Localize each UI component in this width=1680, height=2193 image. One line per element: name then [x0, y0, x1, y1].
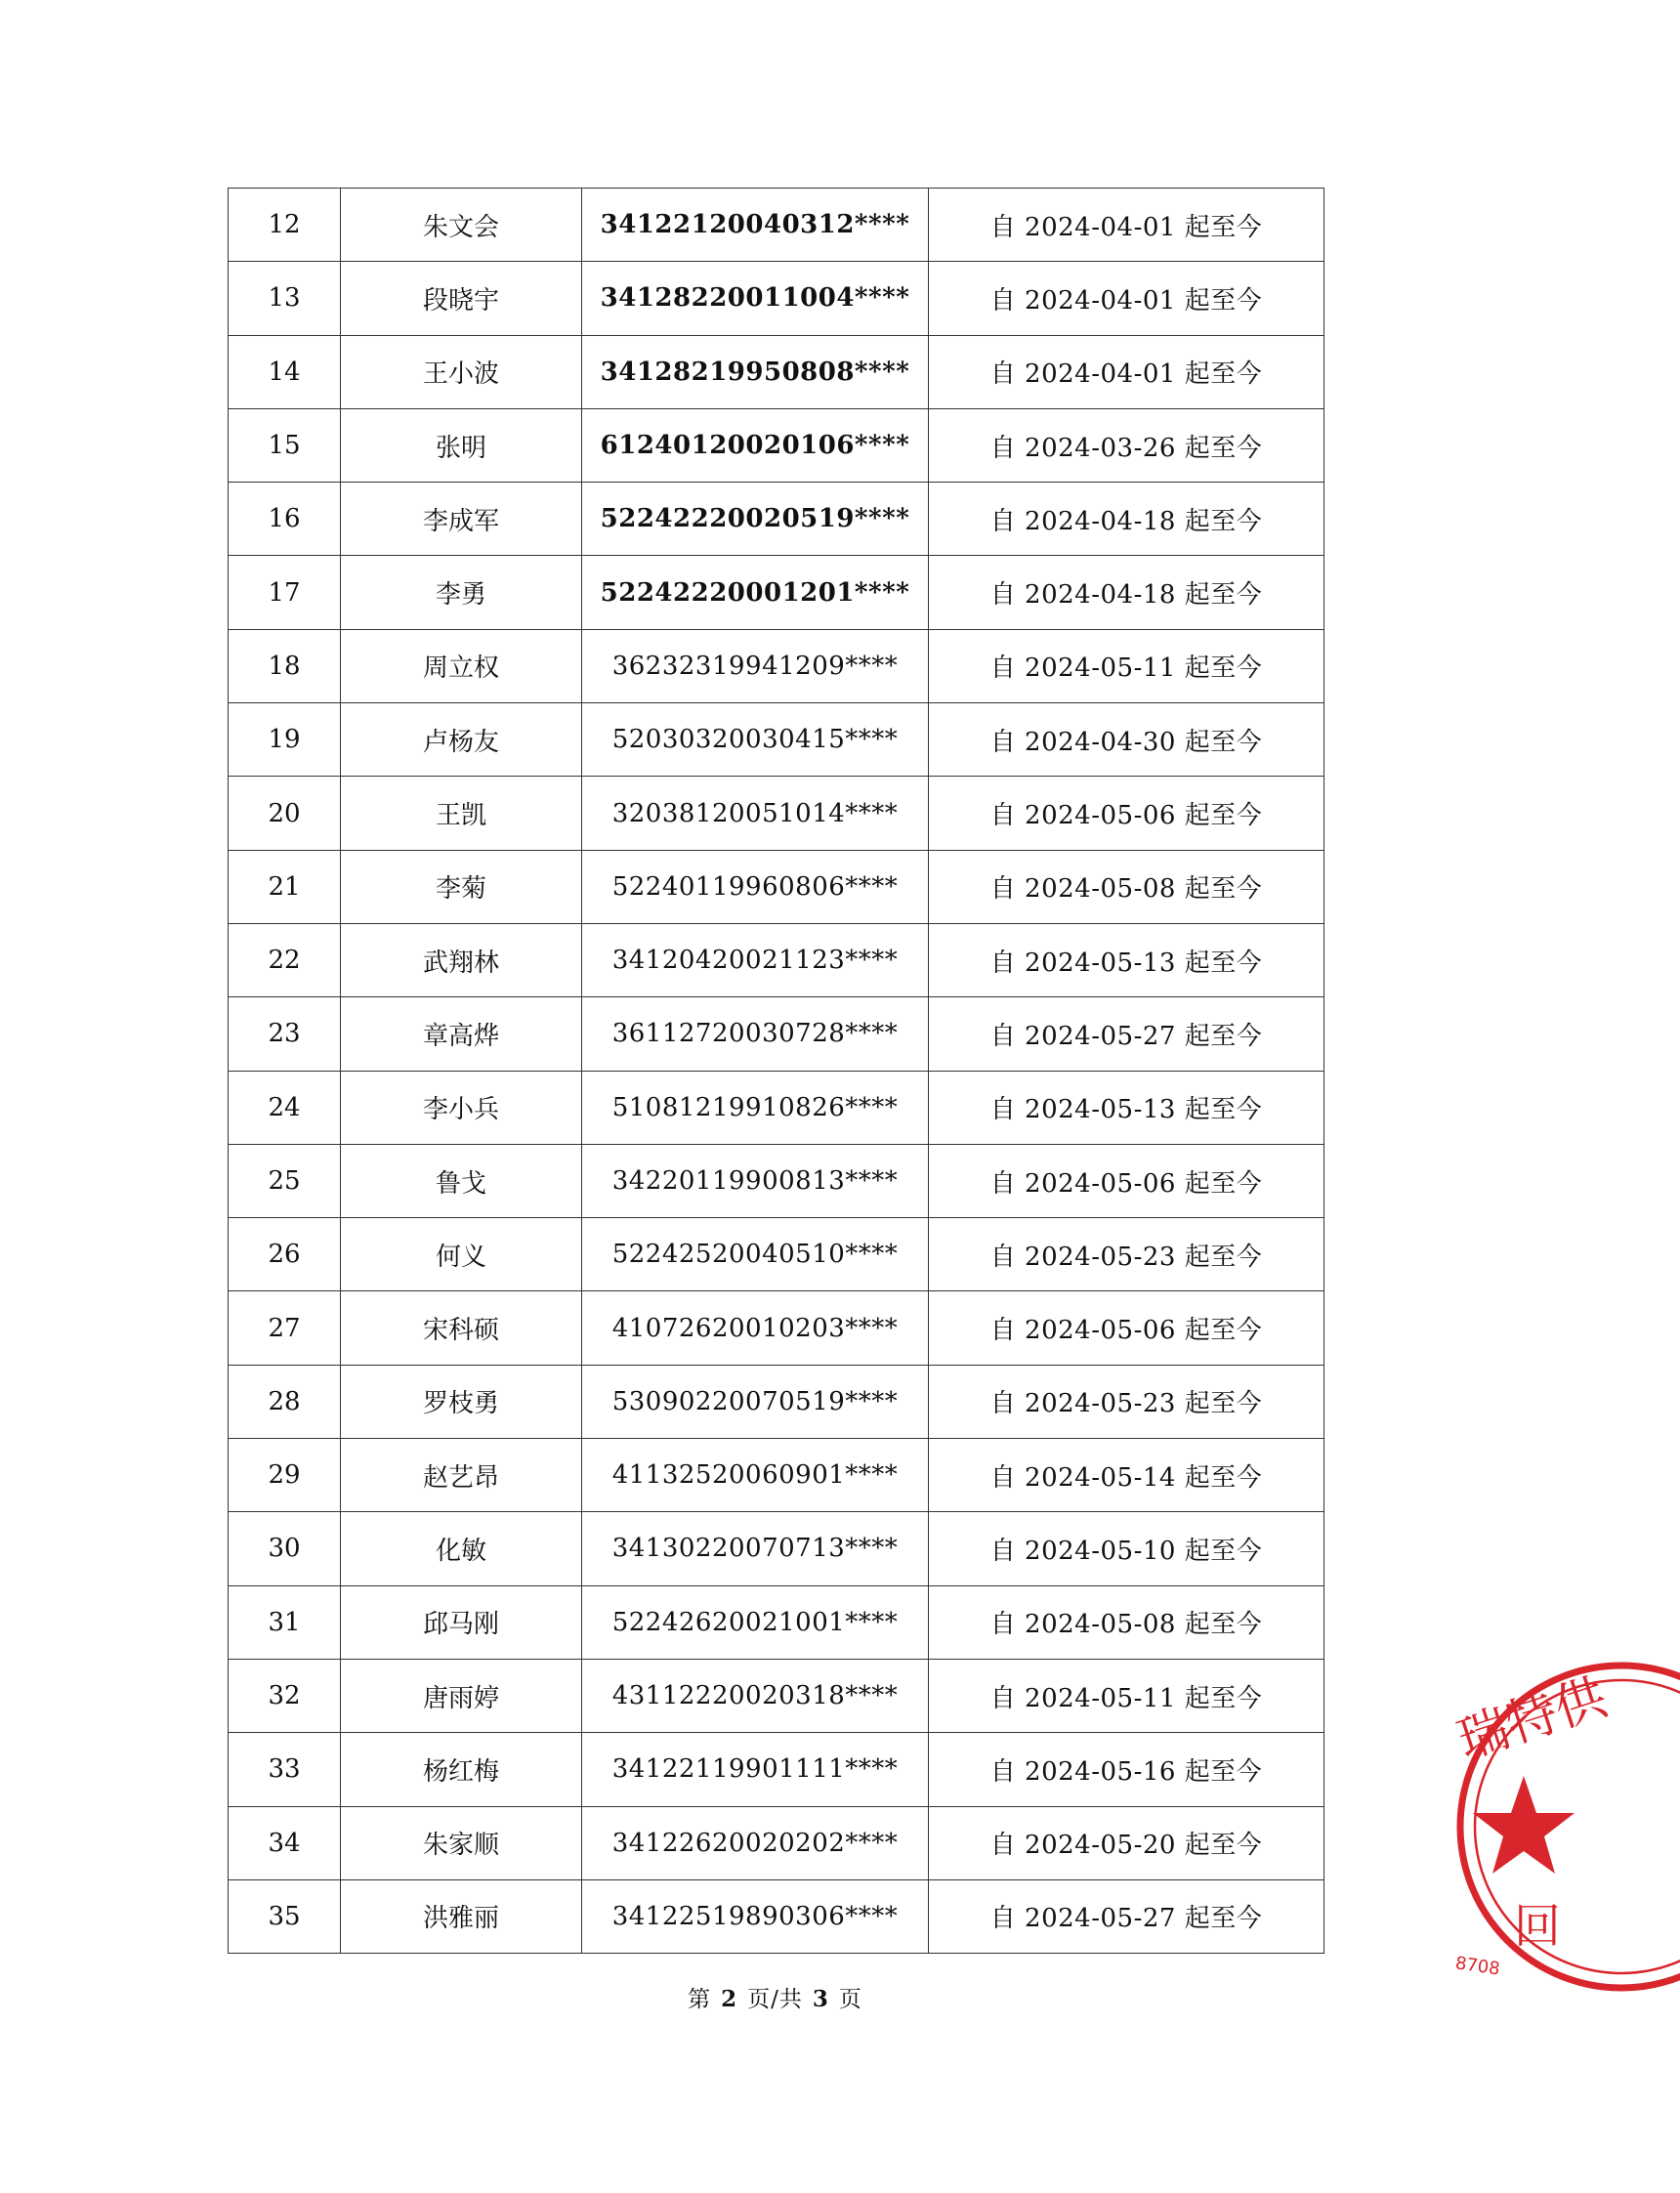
table-row [229, 1879, 1324, 1953]
row-number: 34 [229, 1806, 341, 1879]
row-period: 自 2024-05-06 起至今 [929, 777, 1324, 850]
row-name: 周立权 [341, 629, 582, 702]
row-id-number: 43112220020318**** [582, 1659, 929, 1732]
row-period: 自 2024-05-13 起至今 [929, 923, 1324, 996]
row-period: 自 2024-05-16 起至今 [929, 1733, 1324, 1806]
row-number: 16 [229, 483, 341, 556]
row-id-number: 34122120040312**** [582, 189, 929, 262]
page-footer-suffix: 页 [838, 1987, 862, 2012]
row-id-number: 52030320030415**** [582, 703, 929, 777]
table-row [229, 1806, 1324, 1879]
row-name: 段晓宇 [341, 262, 582, 335]
row-period: 自 2024-05-08 起至今 [929, 1585, 1324, 1659]
row-period: 自 2024-05-06 起至今 [929, 1144, 1324, 1217]
row-name: 李勇 [341, 556, 582, 629]
total-page-number: 3 [812, 1986, 829, 2012]
row-name: 宋科硕 [341, 1291, 582, 1365]
row-number: 33 [229, 1733, 341, 1806]
row-period: 自 2024-04-18 起至今 [929, 483, 1324, 556]
row-number: 30 [229, 1512, 341, 1585]
row-id-number: 34122119901111**** [582, 1733, 929, 1806]
row-name: 李成军 [341, 483, 582, 556]
row-name: 武翔林 [341, 923, 582, 996]
row-name: 李小兵 [341, 1071, 582, 1144]
page-footer-middle: 页/共 [747, 1987, 803, 2012]
row-id-number: 52242520040510**** [582, 1218, 929, 1291]
row-name: 张明 [341, 408, 582, 482]
row-name: 朱家顺 [341, 1806, 582, 1879]
row-name: 化敏 [341, 1512, 582, 1585]
row-name: 李菊 [341, 850, 582, 923]
row-name: 赵艺昂 [341, 1439, 582, 1512]
row-name: 朱文会 [341, 189, 582, 262]
row-number: 26 [229, 1218, 341, 1291]
page-footer-prefix: 第 [688, 1987, 712, 2012]
row-id-number: 34128220011004**** [582, 262, 929, 335]
row-id-number: 36232319941209**** [582, 629, 929, 702]
row-name: 唐雨婷 [341, 1659, 582, 1732]
row-period: 自 2024-05-23 起至今 [929, 1365, 1324, 1438]
table-row [229, 408, 1324, 482]
row-number: 20 [229, 777, 341, 850]
table-row [229, 262, 1324, 335]
table-row [229, 1733, 1324, 1806]
row-id-number: 34122519890306**** [582, 1879, 929, 1953]
row-name: 章高烨 [341, 997, 582, 1071]
table-row [229, 629, 1324, 702]
row-id-number: 34220119900813**** [582, 1144, 929, 1217]
row-period: 自 2024-04-01 起至今 [929, 262, 1324, 335]
row-name: 王凯 [341, 777, 582, 850]
row-number: 17 [229, 556, 341, 629]
row-period: 自 2024-05-13 起至今 [929, 1071, 1324, 1144]
row-number: 21 [229, 850, 341, 923]
row-name: 鲁戈 [341, 1144, 582, 1217]
table-row [229, 1659, 1324, 1732]
row-number: 27 [229, 1291, 341, 1365]
current-page-number: 2 [721, 1986, 738, 2012]
row-period: 自 2024-05-23 起至今 [929, 1218, 1324, 1291]
row-number: 18 [229, 629, 341, 702]
row-number: 29 [229, 1439, 341, 1512]
row-id-number: 36112720030728**** [582, 997, 929, 1071]
row-period: 自 2024-04-01 起至今 [929, 189, 1324, 262]
row-period: 自 2024-05-14 起至今 [929, 1439, 1324, 1512]
company-seal [1450, 1661, 1680, 1993]
table-row [229, 1512, 1324, 1585]
table-row [229, 483, 1324, 556]
row-id-number: 52242620021001**** [582, 1585, 929, 1659]
row-id-number: 34128219950808**** [582, 335, 929, 408]
table-row [229, 1439, 1324, 1512]
row-number: 32 [229, 1659, 341, 1732]
seal-bottom-text: 回 [1514, 1899, 1562, 1954]
table-row [229, 335, 1324, 408]
table-row [229, 1365, 1324, 1438]
row-period: 自 2024-03-26 起至今 [929, 408, 1324, 482]
row-id-number: 53090220070519**** [582, 1365, 929, 1438]
table-row [229, 1071, 1324, 1144]
row-period: 自 2024-05-27 起至今 [929, 997, 1324, 1071]
table-row [229, 703, 1324, 777]
row-number: 35 [229, 1879, 341, 1953]
row-period: 自 2024-05-27 起至今 [929, 1879, 1324, 1953]
row-name: 卢杨友 [341, 703, 582, 777]
row-period: 自 2024-05-11 起至今 [929, 1659, 1324, 1732]
table-row [229, 850, 1324, 923]
row-id-number: 32038120051014**** [582, 777, 929, 850]
row-period: 自 2024-04-30 起至今 [929, 703, 1324, 777]
row-id-number: 61240120020106**** [582, 408, 929, 482]
row-number: 15 [229, 408, 341, 482]
row-period: 自 2024-05-08 起至今 [929, 850, 1324, 923]
table-row [229, 1144, 1324, 1217]
table-row [229, 1218, 1324, 1291]
table-row [229, 923, 1324, 996]
row-number: 14 [229, 335, 341, 408]
row-number: 28 [229, 1365, 341, 1438]
row-number: 24 [229, 1071, 341, 1144]
row-period: 自 2024-05-20 起至今 [929, 1806, 1324, 1879]
row-number: 31 [229, 1585, 341, 1659]
table-row [229, 997, 1324, 1071]
row-id-number: 51081219910826**** [582, 1071, 929, 1144]
row-number: 12 [229, 189, 341, 262]
table-row [229, 189, 1324, 262]
row-name: 洪雅丽 [341, 1879, 582, 1953]
row-number: 23 [229, 997, 341, 1071]
table-row [229, 1291, 1324, 1365]
seal-code-text: 8708 [1453, 1953, 1501, 1980]
seal-top-text: 瑞特供 [1450, 1667, 1615, 1771]
row-number: 22 [229, 923, 341, 996]
personnel-table [228, 188, 1324, 1954]
row-name: 何义 [341, 1218, 582, 1291]
table-row [229, 1585, 1324, 1659]
row-period: 自 2024-04-18 起至今 [929, 556, 1324, 629]
row-number: 25 [229, 1144, 341, 1217]
row-period: 自 2024-05-11 起至今 [929, 629, 1324, 702]
table-row [229, 556, 1324, 629]
row-period: 自 2024-05-06 起至今 [929, 1291, 1324, 1365]
row-id-number: 34120420021123**** [582, 923, 929, 996]
row-period: 自 2024-04-01 起至今 [929, 335, 1324, 408]
row-id-number: 52240119960806**** [582, 850, 929, 923]
row-name: 邱马刚 [341, 1585, 582, 1659]
page-footer [0, 1981, 1550, 2013]
row-id-number: 41132520060901**** [582, 1439, 929, 1512]
personnel-table-body [229, 189, 1324, 1954]
row-id-number: 41072620010203**** [582, 1291, 929, 1365]
row-name: 罗枝勇 [341, 1365, 582, 1438]
table-row [229, 777, 1324, 850]
row-id-number: 52242220020519**** [582, 483, 929, 556]
row-number: 19 [229, 703, 341, 777]
row-id-number: 52242220001201**** [582, 556, 929, 629]
row-number: 13 [229, 262, 341, 335]
seal-star-icon [1473, 1776, 1575, 1874]
row-period: 自 2024-05-10 起至今 [929, 1512, 1324, 1585]
row-id-number: 34122620020202**** [582, 1806, 929, 1879]
row-name: 王小波 [341, 335, 582, 408]
row-id-number: 34130220070713**** [582, 1512, 929, 1585]
row-name: 杨红梅 [341, 1733, 582, 1806]
